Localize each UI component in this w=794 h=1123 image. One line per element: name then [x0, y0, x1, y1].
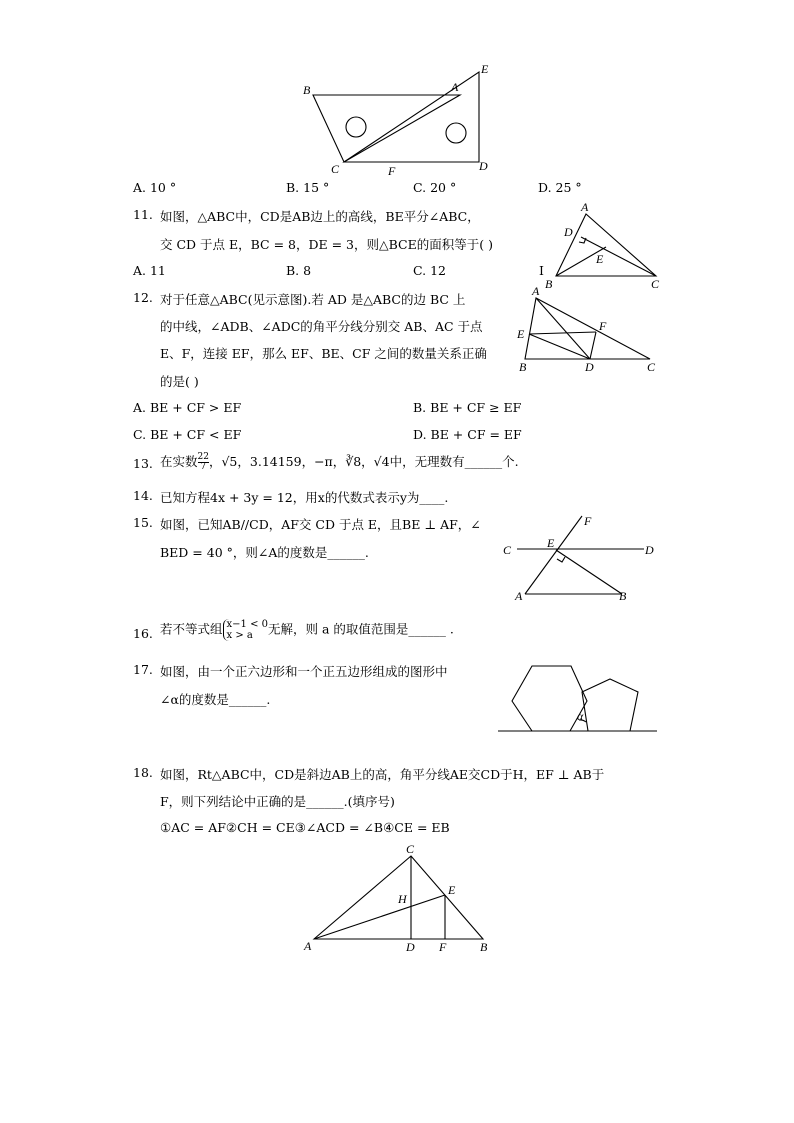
q16-sys-line1: x−1 < 0	[226, 619, 268, 630]
q13-number: 13.	[133, 456, 153, 471]
q10-label-D: D	[479, 159, 488, 173]
q12-label-D: D	[585, 360, 594, 374]
q10-option-a[interactable]: A. 10 °	[133, 180, 177, 195]
q15-figure	[498, 510, 663, 605]
q17-label-alpha: α	[577, 709, 584, 723]
q16-inequality-system	[223, 619, 268, 641]
q18-line1: 如图，Rt△ABC中，CD是斜边AB上的高，角平分线AE交CD于H，EF ⊥ AB于	[160, 767, 605, 782]
q11-label-B: B	[545, 277, 553, 291]
q12-line4: 的是( )	[160, 374, 199, 389]
q18-label-A: A	[304, 939, 312, 953]
q15-label-D: D	[645, 543, 654, 557]
q11-label-C: C	[651, 277, 660, 291]
q12-line3: E、F，连接 EF，那么 EF、BE、CF 之间的数量关系正确	[160, 346, 487, 361]
q18-label-C: C	[406, 842, 415, 856]
q11-option-d-marker[interactable]: I	[539, 263, 544, 278]
q17-line2: ∠α的度数是______.	[160, 692, 271, 707]
q15-label-E: E	[547, 536, 555, 550]
q12-label-A: A	[532, 284, 540, 298]
q17-figure	[497, 660, 661, 735]
q15-line2: BED = 40 °，则∠A的度数是______.	[160, 545, 369, 560]
q10-label-B: B	[303, 83, 311, 97]
q11-figure	[540, 200, 670, 292]
q12-number: 12.	[133, 290, 153, 305]
q11-label-D: D	[564, 225, 573, 239]
q15-line1: 如图，已知AB//CD，AF交 CD 于点 E，且BE ⊥ AF，∠	[160, 517, 481, 532]
q12-option-d[interactable]: D. BE + CF = EF	[413, 427, 522, 442]
q10-option-b[interactable]: B. 15 °	[286, 180, 330, 195]
q12-option-b[interactable]: B. BE + CF ≥ EF	[413, 400, 522, 415]
q15-number: 15.	[133, 515, 153, 530]
q13-frac-num: 22	[197, 452, 209, 462]
q11-line1: 如图，△ABC中，CD是AB边上的高线，BE平分∠ABC，	[160, 209, 480, 224]
q15-label-B: B	[619, 589, 627, 603]
q10-label-F: F	[388, 164, 396, 178]
q14-text: 已知方程4x + 3y = 12，用x的代数式表示y为____.	[160, 490, 449, 505]
q10-option-d[interactable]: D. 25 °	[538, 180, 582, 195]
q12-option-c[interactable]: C. BE + CF < EF	[133, 427, 242, 442]
q13-prefix: 在实数	[160, 454, 198, 469]
q11-label-E: E	[596, 252, 604, 266]
q12-line1: 对于任意△ABC(见示意图).若 AD 是△ABC的边 BC 上	[160, 292, 466, 307]
q18-figure	[298, 838, 498, 958]
q12-label-F: F	[599, 319, 607, 333]
q12-label-E: E	[517, 327, 525, 341]
q13-fraction	[198, 453, 209, 472]
q11-option-a[interactable]: A. 11	[133, 263, 166, 278]
q11-option-c[interactable]: C. 12	[413, 263, 446, 278]
q14-number: 14.	[133, 488, 153, 503]
q13-rest: ，√5，3.14159，−π，∛8，√4中，无理数有______个.	[208, 454, 519, 469]
q10-label-C: C	[331, 162, 340, 176]
q15-label-A: A	[515, 589, 523, 603]
q10-label-A: A	[451, 80, 459, 94]
q12-figure	[510, 283, 670, 378]
q18-label-F: F	[439, 940, 447, 954]
q16-prefix: 若不等式组	[160, 621, 223, 637]
q15-label-F: F	[584, 514, 592, 528]
q18-label-E: E	[448, 883, 456, 897]
q18-number: 18.	[133, 765, 153, 780]
q16-rest: 无解，则 a 的取值范围是______ .	[268, 621, 454, 637]
q12-label-B: B	[519, 360, 527, 374]
q17-number: 17.	[133, 662, 153, 677]
q11-label-A: A	[581, 200, 589, 214]
q10-label-E: E	[481, 62, 489, 76]
q16-text	[160, 619, 454, 641]
q18-line3: ①AC = AF②CH = CE③∠ACD = ∠B④CE = EB	[160, 820, 450, 835]
q12-option-a[interactable]: A. BE + CF > EF	[133, 400, 242, 415]
q11-number: 11.	[133, 207, 153, 222]
q10-figure	[295, 58, 505, 180]
q17-line1: 如图，由一个正六边形和一个正五边形组成的图形中	[160, 664, 448, 679]
q18-label-D: D	[406, 940, 415, 954]
q10-option-c[interactable]: C. 20 °	[413, 180, 457, 195]
q12-line2: 的中线，∠ADB、∠ADC的角平分线分别交 AB、AC 于点	[160, 319, 483, 334]
q16-number: 16.	[133, 626, 153, 641]
q18-line2: F，则下列结论中正确的是______.(填序号)	[160, 794, 395, 809]
q13-frac-den: 7	[200, 462, 207, 472]
q11-option-b[interactable]: B. 8	[286, 263, 312, 278]
q15-label-C: C	[503, 543, 512, 557]
q11-line2: 交 CD 于点 E，BC = 8，DE = 3，则△BCE的面积等于( )	[160, 237, 493, 252]
q18-label-H: H	[398, 892, 407, 906]
q16-sys-line2: x > a	[226, 630, 253, 641]
q18-label-B: B	[480, 940, 488, 954]
q13-text	[160, 452, 519, 472]
q12-label-C: C	[647, 360, 656, 374]
